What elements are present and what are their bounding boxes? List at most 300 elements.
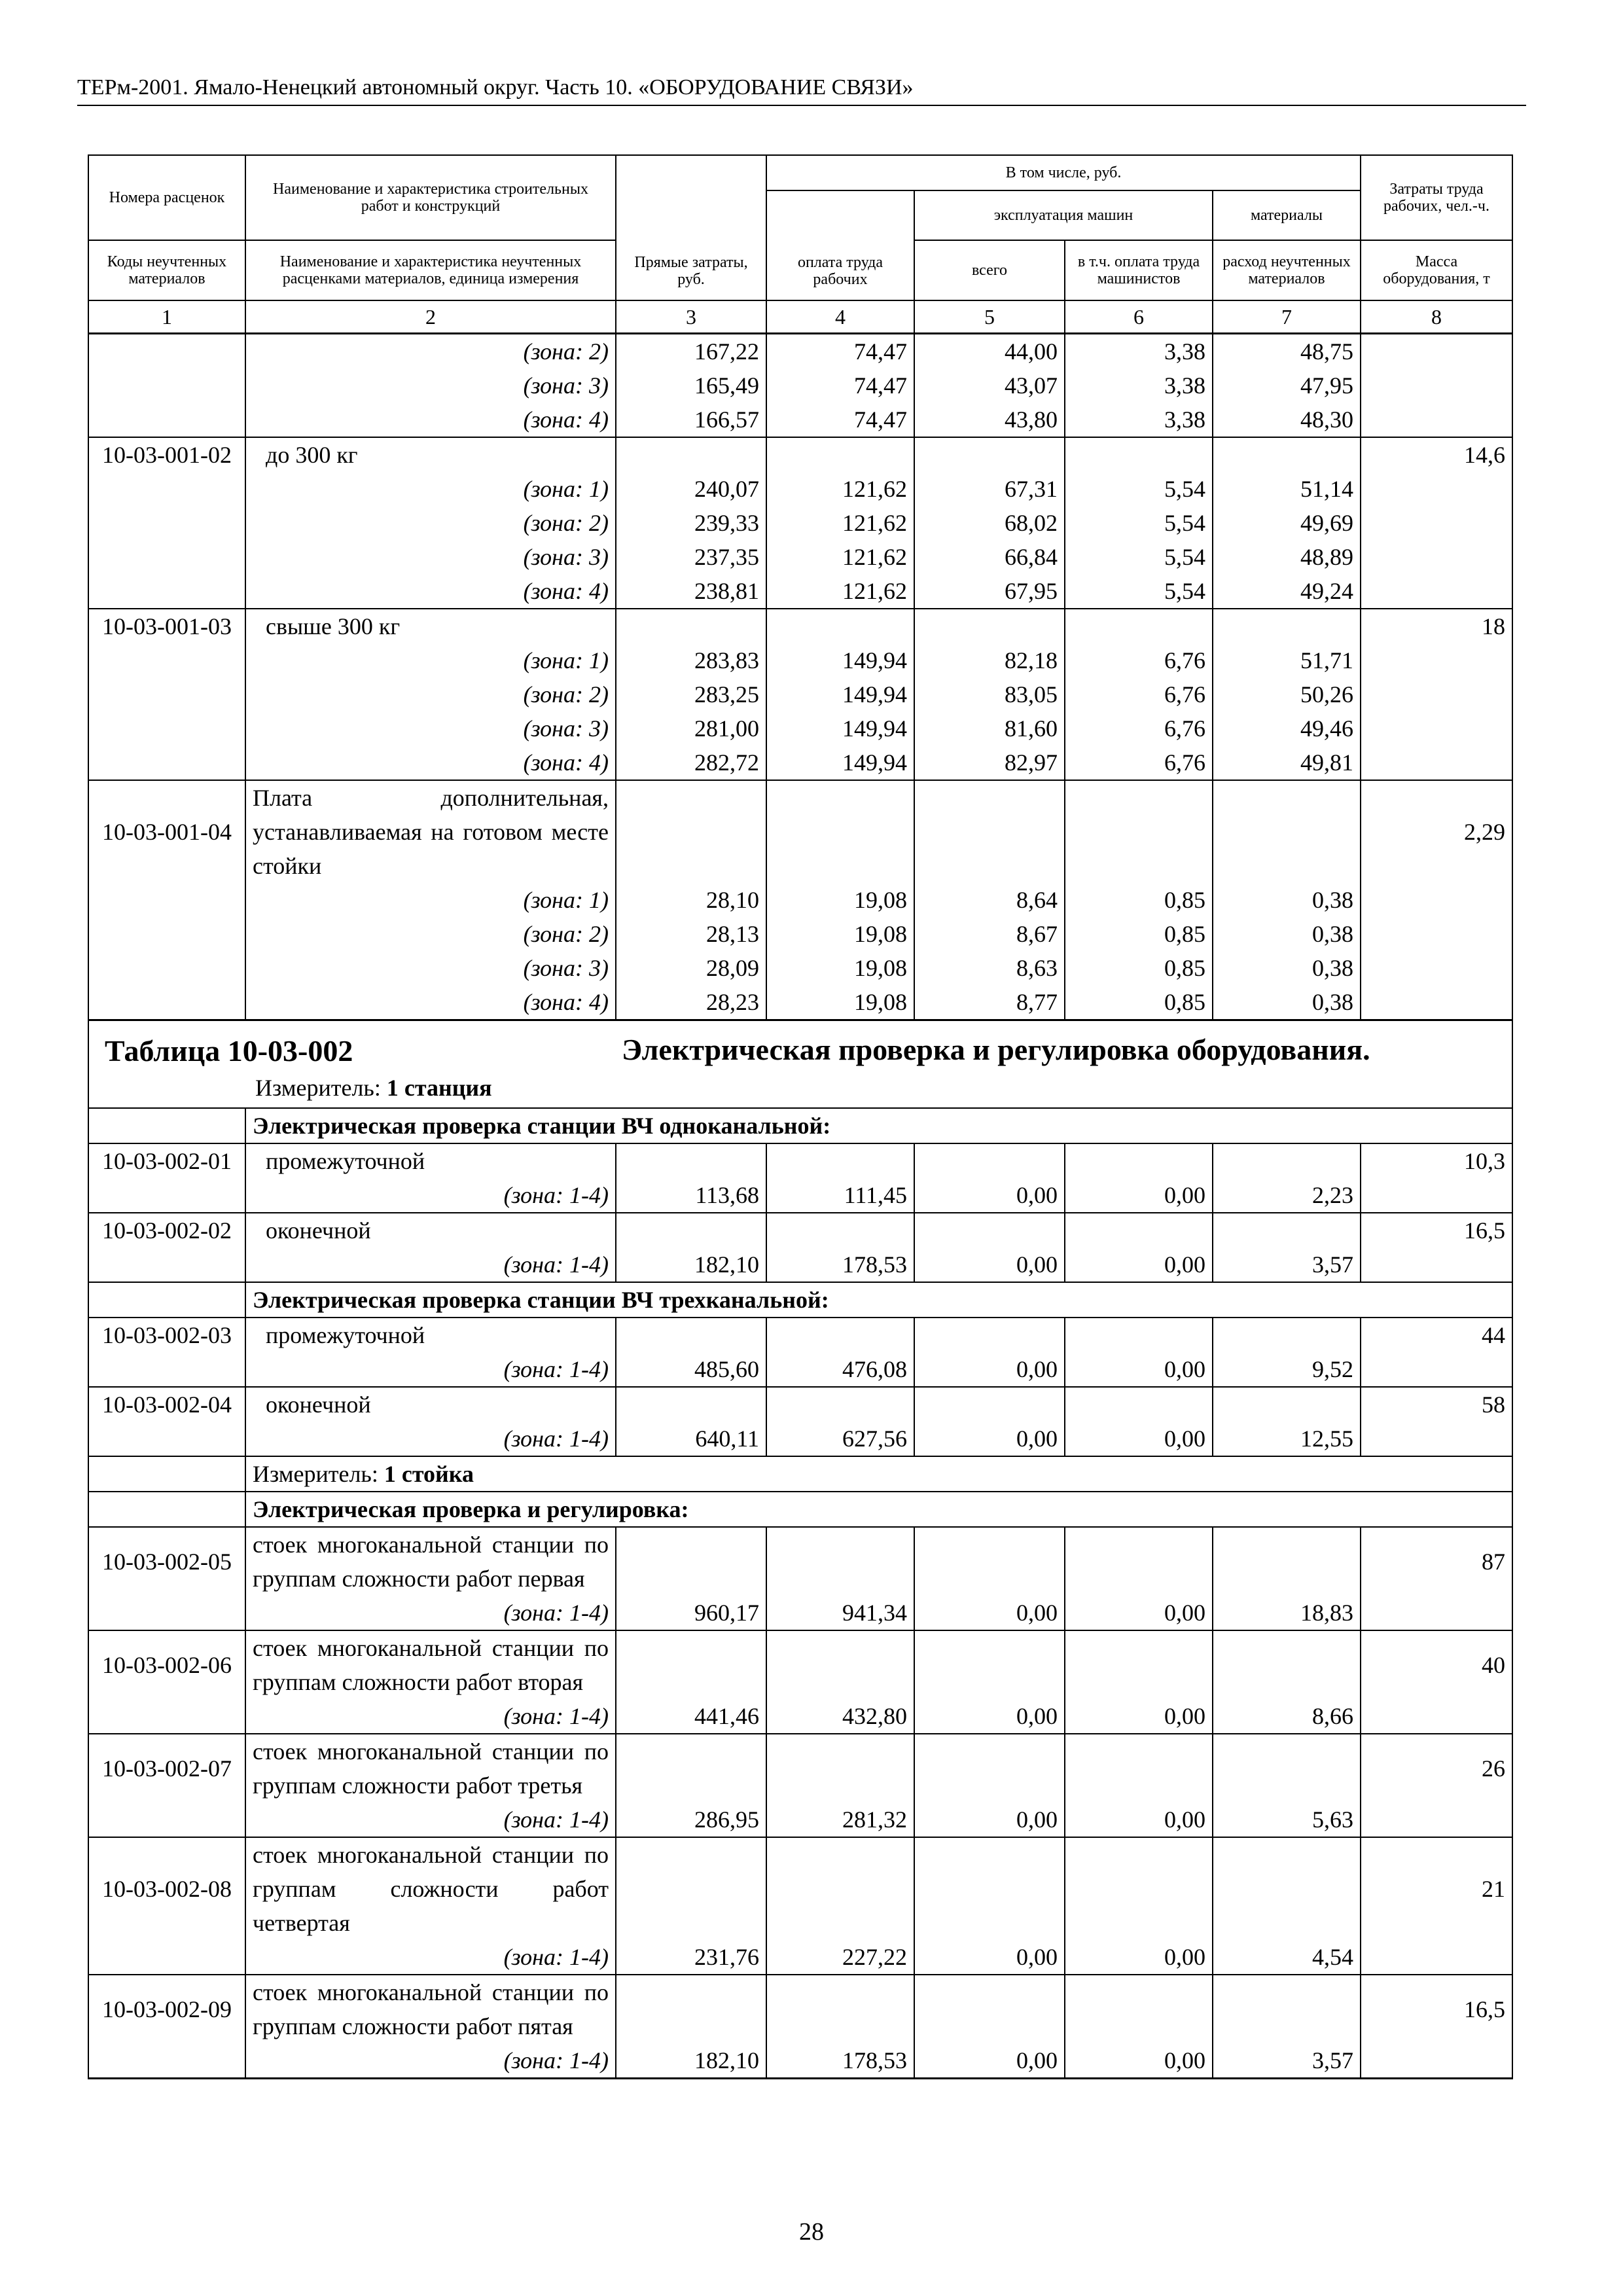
materials-value: 0,38 bbox=[1213, 917, 1361, 951]
zone-label: (зона: 3) bbox=[245, 711, 616, 745]
machinist-pay-value: 3,38 bbox=[1065, 368, 1213, 403]
zone-label: (зона: 1-4) bbox=[245, 1422, 616, 1456]
empty-cell bbox=[616, 1387, 766, 1422]
machine-operation-value: 0,00 bbox=[914, 1178, 1065, 1213]
machine-operation-value: 0,00 bbox=[914, 1803, 1065, 1837]
rate-row bbox=[88, 1213, 1512, 1247]
machinist-pay-value: 5,54 bbox=[1065, 574, 1213, 609]
empty-cell bbox=[88, 506, 245, 540]
direct-costs-value: 283,25 bbox=[616, 677, 766, 711]
rate-row bbox=[88, 1318, 1512, 1352]
machinist-pay-value: 3,38 bbox=[1065, 403, 1213, 437]
worker-pay-value: 121,62 bbox=[766, 472, 914, 506]
header-total: всего bbox=[914, 240, 1065, 300]
empty-cell bbox=[1213, 1318, 1361, 1352]
direct-costs-value: 182,10 bbox=[616, 1247, 766, 1282]
empty-cell bbox=[88, 1940, 245, 1975]
zone-row bbox=[88, 951, 1512, 985]
header-material-codes: Коды неучтенных материалов bbox=[88, 240, 245, 300]
zone-label: (зона: 4) bbox=[245, 403, 616, 437]
zone-row bbox=[88, 643, 1512, 677]
worker-pay-value: 19,08 bbox=[766, 985, 914, 1020]
empty-cell bbox=[1213, 1527, 1361, 1596]
machinist-pay-value: 0,00 bbox=[1065, 1596, 1213, 1630]
zone-row bbox=[88, 1940, 1512, 1975]
worker-pay-value: 121,62 bbox=[766, 540, 914, 574]
empty-cell bbox=[766, 437, 914, 472]
empty-cell bbox=[1213, 609, 1361, 643]
materials-value: 51,71 bbox=[1213, 643, 1361, 677]
machinist-pay-value: 3,38 bbox=[1065, 334, 1213, 369]
empty-cell bbox=[1361, 951, 1512, 985]
direct-costs-value: 28,10 bbox=[616, 883, 766, 917]
empty-cell bbox=[1213, 1734, 1361, 1803]
unit-value: 1 станция bbox=[386, 1075, 492, 1101]
empty-cell bbox=[1065, 1387, 1213, 1422]
zone-label: (зона: 3) bbox=[245, 951, 616, 985]
labor-value: 44 bbox=[1361, 1318, 1512, 1352]
direct-costs-value: 166,57 bbox=[616, 403, 766, 437]
zone-label: (зона: 1-4) bbox=[245, 1247, 616, 1282]
page-number: 28 bbox=[799, 2218, 824, 2246]
empty-cell bbox=[1213, 780, 1361, 883]
rate-row bbox=[88, 437, 1512, 472]
materials-value: 48,89 bbox=[1213, 540, 1361, 574]
empty-cell bbox=[1361, 643, 1512, 677]
rate-row bbox=[88, 1527, 1512, 1596]
empty-cell bbox=[88, 403, 245, 437]
machine-operation-value: 67,95 bbox=[914, 574, 1065, 609]
header-rate-number: Номера расценок bbox=[88, 155, 245, 240]
empty-cell bbox=[766, 1213, 914, 1247]
rate-name: Плата дополнительная, устанавливаемая на готовом месте стойки bbox=[245, 780, 616, 883]
empty-cell bbox=[766, 780, 914, 883]
materials-value: 48,30 bbox=[1213, 403, 1361, 437]
empty-cell bbox=[88, 1699, 245, 1734]
empty-cell bbox=[88, 1456, 245, 1492]
materials-value: 18,83 bbox=[1213, 1596, 1361, 1630]
empty-cell bbox=[766, 609, 914, 643]
worker-pay-value: 178,53 bbox=[766, 1247, 914, 1282]
zone-label: (зона: 1-4) bbox=[245, 1178, 616, 1213]
empty-cell bbox=[88, 574, 245, 609]
empty-cell bbox=[88, 334, 245, 369]
rate-code: 10-03-002-03 bbox=[88, 1318, 245, 1352]
direct-costs-value: 238,81 bbox=[616, 574, 766, 609]
empty-cell bbox=[1361, 883, 1512, 917]
column-number: 1 bbox=[88, 300, 245, 334]
labor-value: 16,5 bbox=[1361, 1213, 1512, 1247]
page-header: ТЕРм-2001. Ямало-Ненецкий автономный округ. Часть 10. «ОБОРУДОВАНИЕ СВЯЗИ» bbox=[77, 73, 1526, 106]
zone-row bbox=[88, 985, 1512, 1020]
direct-costs-value: 182,10 bbox=[616, 2043, 766, 2079]
rate-name: оконечной bbox=[245, 1213, 616, 1247]
worker-pay-value: 941,34 bbox=[766, 1596, 914, 1630]
direct-costs-value: 237,35 bbox=[616, 540, 766, 574]
section-heading-text: Электрическая проверка и регулировка: bbox=[245, 1492, 1512, 1527]
direct-costs-value: 286,95 bbox=[616, 1803, 766, 1837]
machinist-pay-value: 0,85 bbox=[1065, 883, 1213, 917]
header-in-total: В том числе, руб. bbox=[766, 155, 1361, 190]
machine-operation-value: 8,67 bbox=[914, 917, 1065, 951]
rate-code: 10-03-002-01 bbox=[88, 1143, 245, 1178]
empty-cell bbox=[616, 780, 766, 883]
empty-cell bbox=[914, 1734, 1065, 1803]
unit-value: 1 стойка bbox=[383, 1461, 474, 1487]
empty-cell bbox=[1361, 1699, 1512, 1734]
machine-operation-value: 81,60 bbox=[914, 711, 1065, 745]
direct-costs-value: 485,60 bbox=[616, 1352, 766, 1387]
empty-cell bbox=[1361, 1247, 1512, 1282]
materials-value: 49,24 bbox=[1213, 574, 1361, 609]
zone-row bbox=[88, 677, 1512, 711]
empty-cell bbox=[1213, 1837, 1361, 1940]
worker-pay-value: 149,94 bbox=[766, 711, 914, 745]
empty-cell bbox=[88, 1803, 245, 1837]
machinist-pay-value: 0,00 bbox=[1065, 1803, 1213, 1837]
machine-operation-value: 8,64 bbox=[914, 883, 1065, 917]
zone-row bbox=[88, 368, 1512, 403]
empty-cell bbox=[616, 609, 766, 643]
rate-name: стоек многоканальной станции по группам сложности работ первая bbox=[245, 1527, 616, 1596]
empty-cell bbox=[1065, 1975, 1213, 2043]
empty-cell bbox=[1361, 540, 1512, 574]
machinist-pay-value: 6,76 bbox=[1065, 643, 1213, 677]
rate-row bbox=[88, 1975, 1512, 2043]
direct-costs-value: 28,13 bbox=[616, 917, 766, 951]
machinist-pay-value: 0,00 bbox=[1065, 1178, 1213, 1213]
zone-label: (зона: 2) bbox=[245, 506, 616, 540]
section-heading-text: Электрическая проверка станции ВЧ одноканальной: bbox=[245, 1108, 1512, 1143]
column-number: 5 bbox=[914, 300, 1065, 334]
empty-cell bbox=[88, 677, 245, 711]
empty-cell bbox=[914, 609, 1065, 643]
header-row-1 bbox=[88, 155, 1512, 190]
zone-row bbox=[88, 745, 1512, 780]
empty-cell bbox=[88, 917, 245, 951]
machinist-pay-value: 0,85 bbox=[1065, 951, 1213, 985]
zone-row bbox=[88, 917, 1512, 951]
rate-row bbox=[88, 1837, 1512, 1940]
empty-cell bbox=[914, 1318, 1065, 1352]
empty-cell bbox=[88, 1282, 245, 1318]
materials-value: 47,95 bbox=[1213, 368, 1361, 403]
empty-cell bbox=[616, 1318, 766, 1352]
worker-pay-value: 227,22 bbox=[766, 1940, 914, 1975]
materials-value: 0,38 bbox=[1213, 985, 1361, 1020]
empty-cell bbox=[914, 1837, 1065, 1940]
empty-cell bbox=[1361, 1352, 1512, 1387]
rate-code: 10-03-002-06 bbox=[88, 1630, 245, 1699]
direct-costs-value: 165,49 bbox=[616, 368, 766, 403]
machine-operation-value: 0,00 bbox=[914, 1940, 1065, 1975]
empty-cell bbox=[914, 780, 1065, 883]
worker-pay-value: 19,08 bbox=[766, 951, 914, 985]
empty-cell bbox=[1213, 1143, 1361, 1178]
machine-operation-value: 66,84 bbox=[914, 540, 1065, 574]
materials-value: 8,66 bbox=[1213, 1699, 1361, 1734]
column-number: 3 bbox=[616, 300, 766, 334]
zone-label: (зона: 1-4) bbox=[245, 1596, 616, 1630]
materials-value: 48,75 bbox=[1213, 334, 1361, 369]
machine-operation-value: 68,02 bbox=[914, 506, 1065, 540]
header-worker-pay: оплата труда рабочих bbox=[766, 190, 914, 300]
direct-costs-value: 239,33 bbox=[616, 506, 766, 540]
empty-cell bbox=[88, 883, 245, 917]
machine-operation-value: 0,00 bbox=[914, 1247, 1065, 1282]
header-labor: Затраты труда рабочих, чел.-ч. bbox=[1361, 155, 1512, 240]
rate-row bbox=[88, 780, 1512, 883]
worker-pay-value: 111,45 bbox=[766, 1178, 914, 1213]
zone-row bbox=[88, 472, 1512, 506]
empty-cell bbox=[88, 1178, 245, 1213]
column-number: 8 bbox=[1361, 300, 1512, 334]
materials-value: 5,63 bbox=[1213, 1803, 1361, 1837]
section-heading bbox=[88, 1492, 1512, 1527]
rate-name: стоек многоканальной станции по группам сложности работ четвертая bbox=[245, 1837, 616, 1940]
empty-cell bbox=[1213, 1975, 1361, 2043]
table-title-row bbox=[88, 1020, 1512, 1109]
unit-label: Измеритель: bbox=[253, 1461, 378, 1487]
empty-cell bbox=[1213, 437, 1361, 472]
empty-cell bbox=[88, 2043, 245, 2079]
machine-operation-value: 8,63 bbox=[914, 951, 1065, 985]
header-unaccounted-materials: расход неучтенных материалов bbox=[1213, 240, 1361, 300]
machinist-pay-value: 0,00 bbox=[1065, 2043, 1213, 2079]
direct-costs-value: 441,46 bbox=[616, 1699, 766, 1734]
column-number: 7 bbox=[1213, 300, 1361, 334]
zone-row bbox=[88, 506, 1512, 540]
materials-value: 49,69 bbox=[1213, 506, 1361, 540]
empty-cell bbox=[766, 1143, 914, 1178]
zone-row bbox=[88, 574, 1512, 609]
direct-costs-value: 231,76 bbox=[616, 1940, 766, 1975]
rate-row bbox=[88, 1387, 1512, 1422]
zone-row bbox=[88, 1178, 1512, 1213]
table-number: Таблица 10-03-002 bbox=[105, 1034, 353, 1067]
materials-value: 3,57 bbox=[1213, 1247, 1361, 1282]
rate-code: 10-03-002-08 bbox=[88, 1837, 245, 1940]
rate-row bbox=[88, 1630, 1512, 1699]
direct-costs-value: 28,09 bbox=[616, 951, 766, 985]
zone-label: (зона: 3) bbox=[245, 540, 616, 574]
machinist-pay-value: 6,76 bbox=[1065, 711, 1213, 745]
machinist-pay-value: 0,00 bbox=[1065, 1940, 1213, 1975]
empty-cell bbox=[914, 1975, 1065, 2043]
rate-code: 10-03-001-02 bbox=[88, 437, 245, 472]
direct-costs-value: 167,22 bbox=[616, 334, 766, 369]
zone-row bbox=[88, 1352, 1512, 1387]
zone-row bbox=[88, 1596, 1512, 1630]
empty-cell bbox=[1361, 745, 1512, 780]
empty-cell bbox=[1065, 1630, 1213, 1699]
machinist-pay-value: 6,76 bbox=[1065, 745, 1213, 780]
materials-value: 49,81 bbox=[1213, 745, 1361, 780]
rate-name: оконечной bbox=[245, 1387, 616, 1422]
worker-pay-value: 178,53 bbox=[766, 2043, 914, 2079]
empty-cell bbox=[1065, 437, 1213, 472]
empty-cell bbox=[88, 1422, 245, 1456]
machine-operation-value: 0,00 bbox=[914, 2043, 1065, 2079]
empty-cell bbox=[1361, 985, 1512, 1020]
rate-code: 10-03-002-05 bbox=[88, 1527, 245, 1596]
empty-cell bbox=[88, 368, 245, 403]
unit-row-text bbox=[245, 1456, 1512, 1492]
zone-row bbox=[88, 1247, 1512, 1282]
zone-label: (зона: 2) bbox=[245, 677, 616, 711]
empty-cell bbox=[88, 1492, 245, 1527]
zone-label: (зона: 1-4) bbox=[245, 1699, 616, 1734]
header-materials: материалы bbox=[1213, 190, 1361, 240]
rate-code: 10-03-002-04 bbox=[88, 1387, 245, 1422]
rate-code: 10-03-002-09 bbox=[88, 1975, 245, 2043]
empty-cell bbox=[616, 1630, 766, 1699]
empty-cell bbox=[1065, 1213, 1213, 1247]
empty-cell bbox=[766, 1630, 914, 1699]
table-title-cell bbox=[88, 1020, 1512, 1109]
labor-value: 10,3 bbox=[1361, 1143, 1512, 1178]
labor-value: 40 bbox=[1361, 1630, 1512, 1699]
machinist-pay-value: 0,00 bbox=[1065, 1422, 1213, 1456]
empty-cell bbox=[1361, 403, 1512, 437]
empty-cell bbox=[1361, 711, 1512, 745]
worker-pay-value: 432,80 bbox=[766, 1699, 914, 1734]
zone-row bbox=[88, 711, 1512, 745]
column-number: 4 bbox=[766, 300, 914, 334]
zone-row bbox=[88, 403, 1512, 437]
machinist-pay-value: 5,54 bbox=[1065, 472, 1213, 506]
empty-cell bbox=[1213, 1213, 1361, 1247]
labor-value: 18 bbox=[1361, 609, 1512, 643]
worker-pay-value: 19,08 bbox=[766, 917, 914, 951]
column-number: 2 bbox=[245, 300, 616, 334]
worker-pay-value: 149,94 bbox=[766, 745, 914, 780]
rate-code: 10-03-001-03 bbox=[88, 609, 245, 643]
machine-operation-value: 67,31 bbox=[914, 472, 1065, 506]
labor-value: 26 bbox=[1361, 1734, 1512, 1803]
machine-operation-value: 43,80 bbox=[914, 403, 1065, 437]
empty-cell bbox=[1361, 574, 1512, 609]
empty-cell bbox=[88, 1108, 245, 1143]
labor-value: 87 bbox=[1361, 1527, 1512, 1596]
zone-label: (зона: 1-4) bbox=[245, 2043, 616, 2079]
labor-value: 16,5 bbox=[1361, 1975, 1512, 2043]
materials-value: 2,23 bbox=[1213, 1178, 1361, 1213]
materials-value: 3,57 bbox=[1213, 2043, 1361, 2079]
empty-cell bbox=[1361, 917, 1512, 951]
machine-operation-value: 8,77 bbox=[914, 985, 1065, 1020]
empty-cell bbox=[1361, 1178, 1512, 1213]
empty-cell bbox=[914, 1143, 1065, 1178]
zone-row bbox=[88, 540, 1512, 574]
zone-row bbox=[88, 883, 1512, 917]
empty-cell bbox=[1065, 1837, 1213, 1940]
empty-cell bbox=[88, 643, 245, 677]
worker-pay-value: 149,94 bbox=[766, 677, 914, 711]
machinist-pay-value: 0,00 bbox=[1065, 1247, 1213, 1282]
empty-cell bbox=[616, 1975, 766, 2043]
empty-cell bbox=[914, 437, 1065, 472]
empty-cell bbox=[766, 1734, 914, 1803]
empty-cell bbox=[88, 711, 245, 745]
header-incl-machinist-pay: в т.ч. оплата труда машинистов bbox=[1065, 240, 1213, 300]
materials-value: 49,46 bbox=[1213, 711, 1361, 745]
empty-cell bbox=[1361, 506, 1512, 540]
empty-cell bbox=[1361, 677, 1512, 711]
rate-name: стоек многоканальной станции по группам сложности работ вторая bbox=[245, 1630, 616, 1699]
zone-row bbox=[88, 1803, 1512, 1837]
section-heading bbox=[88, 1108, 1512, 1143]
worker-pay-value: 121,62 bbox=[766, 574, 914, 609]
machinist-pay-value: 0,00 bbox=[1065, 1352, 1213, 1387]
machinist-pay-value: 0,85 bbox=[1065, 985, 1213, 1020]
direct-costs-value: 960,17 bbox=[616, 1596, 766, 1630]
empty-cell bbox=[616, 1143, 766, 1178]
zone-row bbox=[88, 1699, 1512, 1734]
empty-cell bbox=[914, 1527, 1065, 1596]
empty-cell bbox=[1361, 1422, 1512, 1456]
empty-cell bbox=[1361, 1803, 1512, 1837]
rate-name: промежуточной bbox=[245, 1143, 616, 1178]
empty-cell bbox=[616, 1734, 766, 1803]
rate-code: 10-03-002-02 bbox=[88, 1213, 245, 1247]
empty-cell bbox=[1213, 1387, 1361, 1422]
zone-row bbox=[88, 1422, 1512, 1456]
worker-pay-value: 149,94 bbox=[766, 643, 914, 677]
machinist-pay-value: 0,00 bbox=[1065, 1699, 1213, 1734]
worker-pay-value: 74,47 bbox=[766, 334, 914, 369]
empty-cell bbox=[1065, 1734, 1213, 1803]
empty-cell bbox=[1361, 1596, 1512, 1630]
empty-cell bbox=[766, 1837, 914, 1940]
materials-value: 50,26 bbox=[1213, 677, 1361, 711]
machine-operation-value: 82,97 bbox=[914, 745, 1065, 780]
materials-value: 0,38 bbox=[1213, 883, 1361, 917]
rate-row bbox=[88, 1734, 1512, 1803]
rate-code: 10-03-001-04 bbox=[88, 780, 245, 883]
price-table bbox=[88, 154, 1513, 2079]
worker-pay-value: 281,32 bbox=[766, 1803, 914, 1837]
zone-row bbox=[88, 2043, 1512, 2079]
column-numbers-row bbox=[88, 300, 1512, 334]
zone-label: (зона: 4) bbox=[245, 574, 616, 609]
zone-label: (зона: 3) bbox=[245, 368, 616, 403]
header-work-name: Наименование и характеристика строительных работ и конструкций bbox=[245, 155, 616, 240]
section-heading-text: Электрическая проверка станции ВЧ трехканальной: bbox=[245, 1282, 1512, 1318]
empty-cell bbox=[88, 1596, 245, 1630]
header-machine-operation: эксплуатация машин bbox=[914, 190, 1213, 240]
empty-cell bbox=[1361, 334, 1512, 369]
header-material-name: Наименование и характеристика неучтенных расценками материалов, единица измерения bbox=[245, 240, 616, 300]
empty-cell bbox=[914, 1387, 1065, 1422]
rate-row bbox=[88, 1143, 1512, 1178]
unit-row bbox=[88, 1456, 1512, 1492]
empty-cell bbox=[1065, 780, 1213, 883]
empty-cell bbox=[88, 1352, 245, 1387]
machine-operation-value: 83,05 bbox=[914, 677, 1065, 711]
header-direct-costs: Прямые затраты, руб. bbox=[616, 155, 766, 300]
machine-operation-value: 0,00 bbox=[914, 1596, 1065, 1630]
direct-costs-value: 281,00 bbox=[616, 711, 766, 745]
zone-label: (зона: 1-4) bbox=[245, 1940, 616, 1975]
empty-cell bbox=[914, 1630, 1065, 1699]
worker-pay-value: 476,08 bbox=[766, 1352, 914, 1387]
materials-value: 9,52 bbox=[1213, 1352, 1361, 1387]
rate-name: стоек многоканальной станции по группам сложности работ пятая bbox=[245, 1975, 616, 2043]
machine-operation-value: 44,00 bbox=[914, 334, 1065, 369]
zone-label: (зона: 1) bbox=[245, 472, 616, 506]
worker-pay-value: 19,08 bbox=[766, 883, 914, 917]
